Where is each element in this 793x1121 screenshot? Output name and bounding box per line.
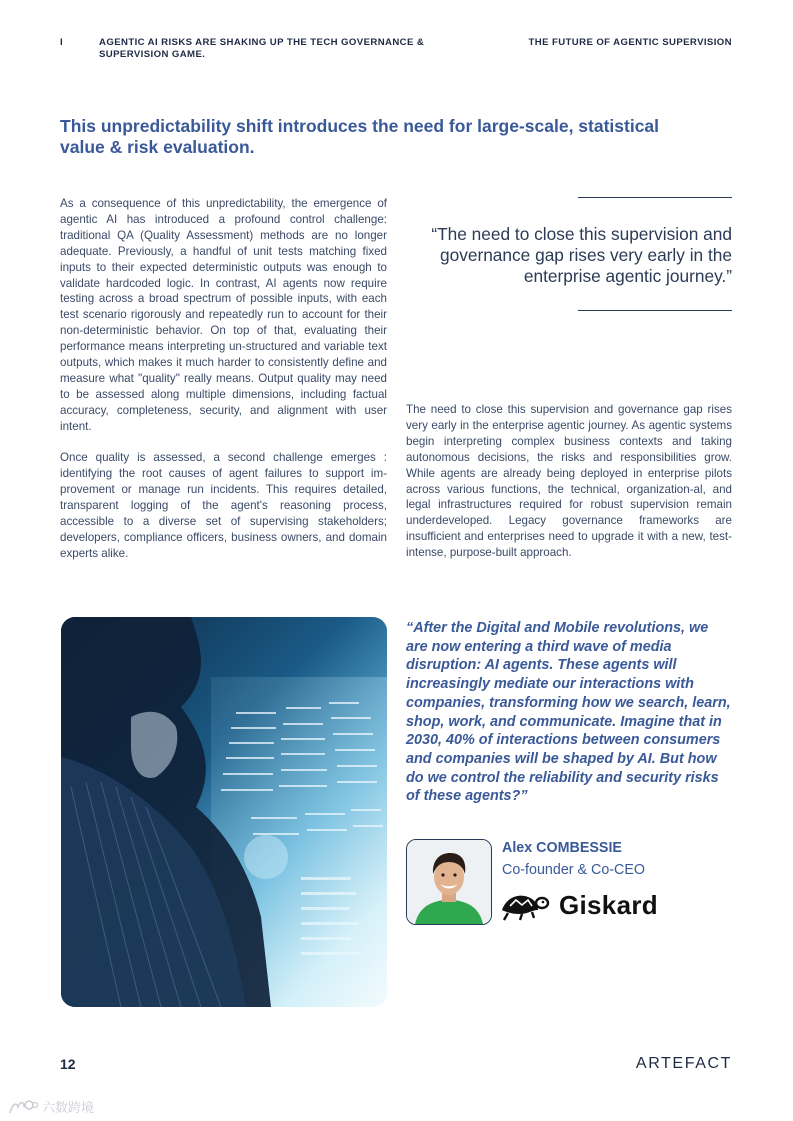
section-title: AGENTIC AI RISKS ARE SHAKING UP THE TECH GOVERNANCE & SUPERVISION GAME. bbox=[99, 37, 425, 60]
right-paragraph: The need to close this supervision and governance gap rises very early in the enterprise agentic journey. As agentic systems begin interpreting complex business contexts and taking autonomous decisions, the risks and responsibilities grow. While agents are already being deployed in enterprise pilots across various functions, the technical, organization-al, and legal infrastructures required for robust supervision remain underdeveloped. Legacy governance frameworks are insufficient and enterprises need to upgrade it with a new, test-intense, purpose-built approach. bbox=[406, 403, 732, 560]
speaker-name: Alex COMBESSIE bbox=[502, 840, 622, 856]
left-paragraph-1: As a consequence of this unpredictability, the emergence of agentic AI has introduced a profound control challenge: traditional QA (Quality Assessment) methods are no longer adequate. Previously, a handful of unit tests matching fixed inputs to their expected deterministic outputs was enough to validate hardcoded logic. In contrast, AI agents now require testing across a broad spectrum of possible inputs, with each test scenario rigorously and repeatedly run to account for their non-deterministic behavior. On top of that, evaluating their performance means interpreting un-structured and variable text outputs, which makes it much harder to consistently define and measure what "quality" really means. Output quality may need to be assessed along multiple dimensions, including factual accuracy, completeness, security, and alignment with user intent. bbox=[60, 197, 387, 433]
speaker-role: Co-founder & Co-CEO bbox=[502, 862, 646, 878]
giskard-logo bbox=[500, 888, 658, 922]
testimonial-quote: “After the Digital and Mobile revolutions, we are now entering a third wave of media disruption: AI agents. These agents will increasingly mediate our interactions with companies, transforming how we search, learn, shop, work, and communicate. Imagine that in 2030, 40% of interactions between consumers and companies will be shaped by AI. But how do we control the reliability and security risks of these agents?” bbox=[406, 620, 731, 805]
turtle-icon bbox=[500, 888, 550, 922]
watermark bbox=[8, 1097, 94, 1116]
pull-quote-top-rule bbox=[578, 197, 732, 198]
watermark-logo-icon bbox=[8, 1099, 38, 1115]
section-number: I bbox=[60, 37, 64, 48]
left-paragraph-2: Once quality is assessed, a second challenge emerges : identifying the root causes of agent failures to support im-provement or manage run incidents. This requires detailed, transparent logging of the agent's reasoning process, accessible to a diverse set of supervising stakeholders; developers, compliance officers, business owners, and domain experts alike. bbox=[60, 451, 387, 560]
company-name: Giskard bbox=[559, 889, 658, 920]
pull-quote: “The need to close this supervision and governance gap rises very early in the enterprise agentic journey.” bbox=[431, 224, 732, 286]
page-number: 12 bbox=[60, 1056, 76, 1072]
brand-logo: ARTEFACT bbox=[635, 1055, 732, 1072]
watermark-text: 六数跨境 bbox=[42, 1100, 95, 1115]
woman-interface-photo bbox=[61, 617, 387, 1007]
speaker-avatar bbox=[406, 839, 492, 925]
pull-quote-bottom-rule bbox=[578, 310, 732, 311]
left-column bbox=[60, 196, 387, 578]
page-headline: This unpredictability shift introduces the need for large-scale, statistical value & risk evaluation. bbox=[60, 116, 660, 157]
chapter-title: THE FUTURE OF AGENTIC SUPERVISION bbox=[528, 37, 732, 48]
